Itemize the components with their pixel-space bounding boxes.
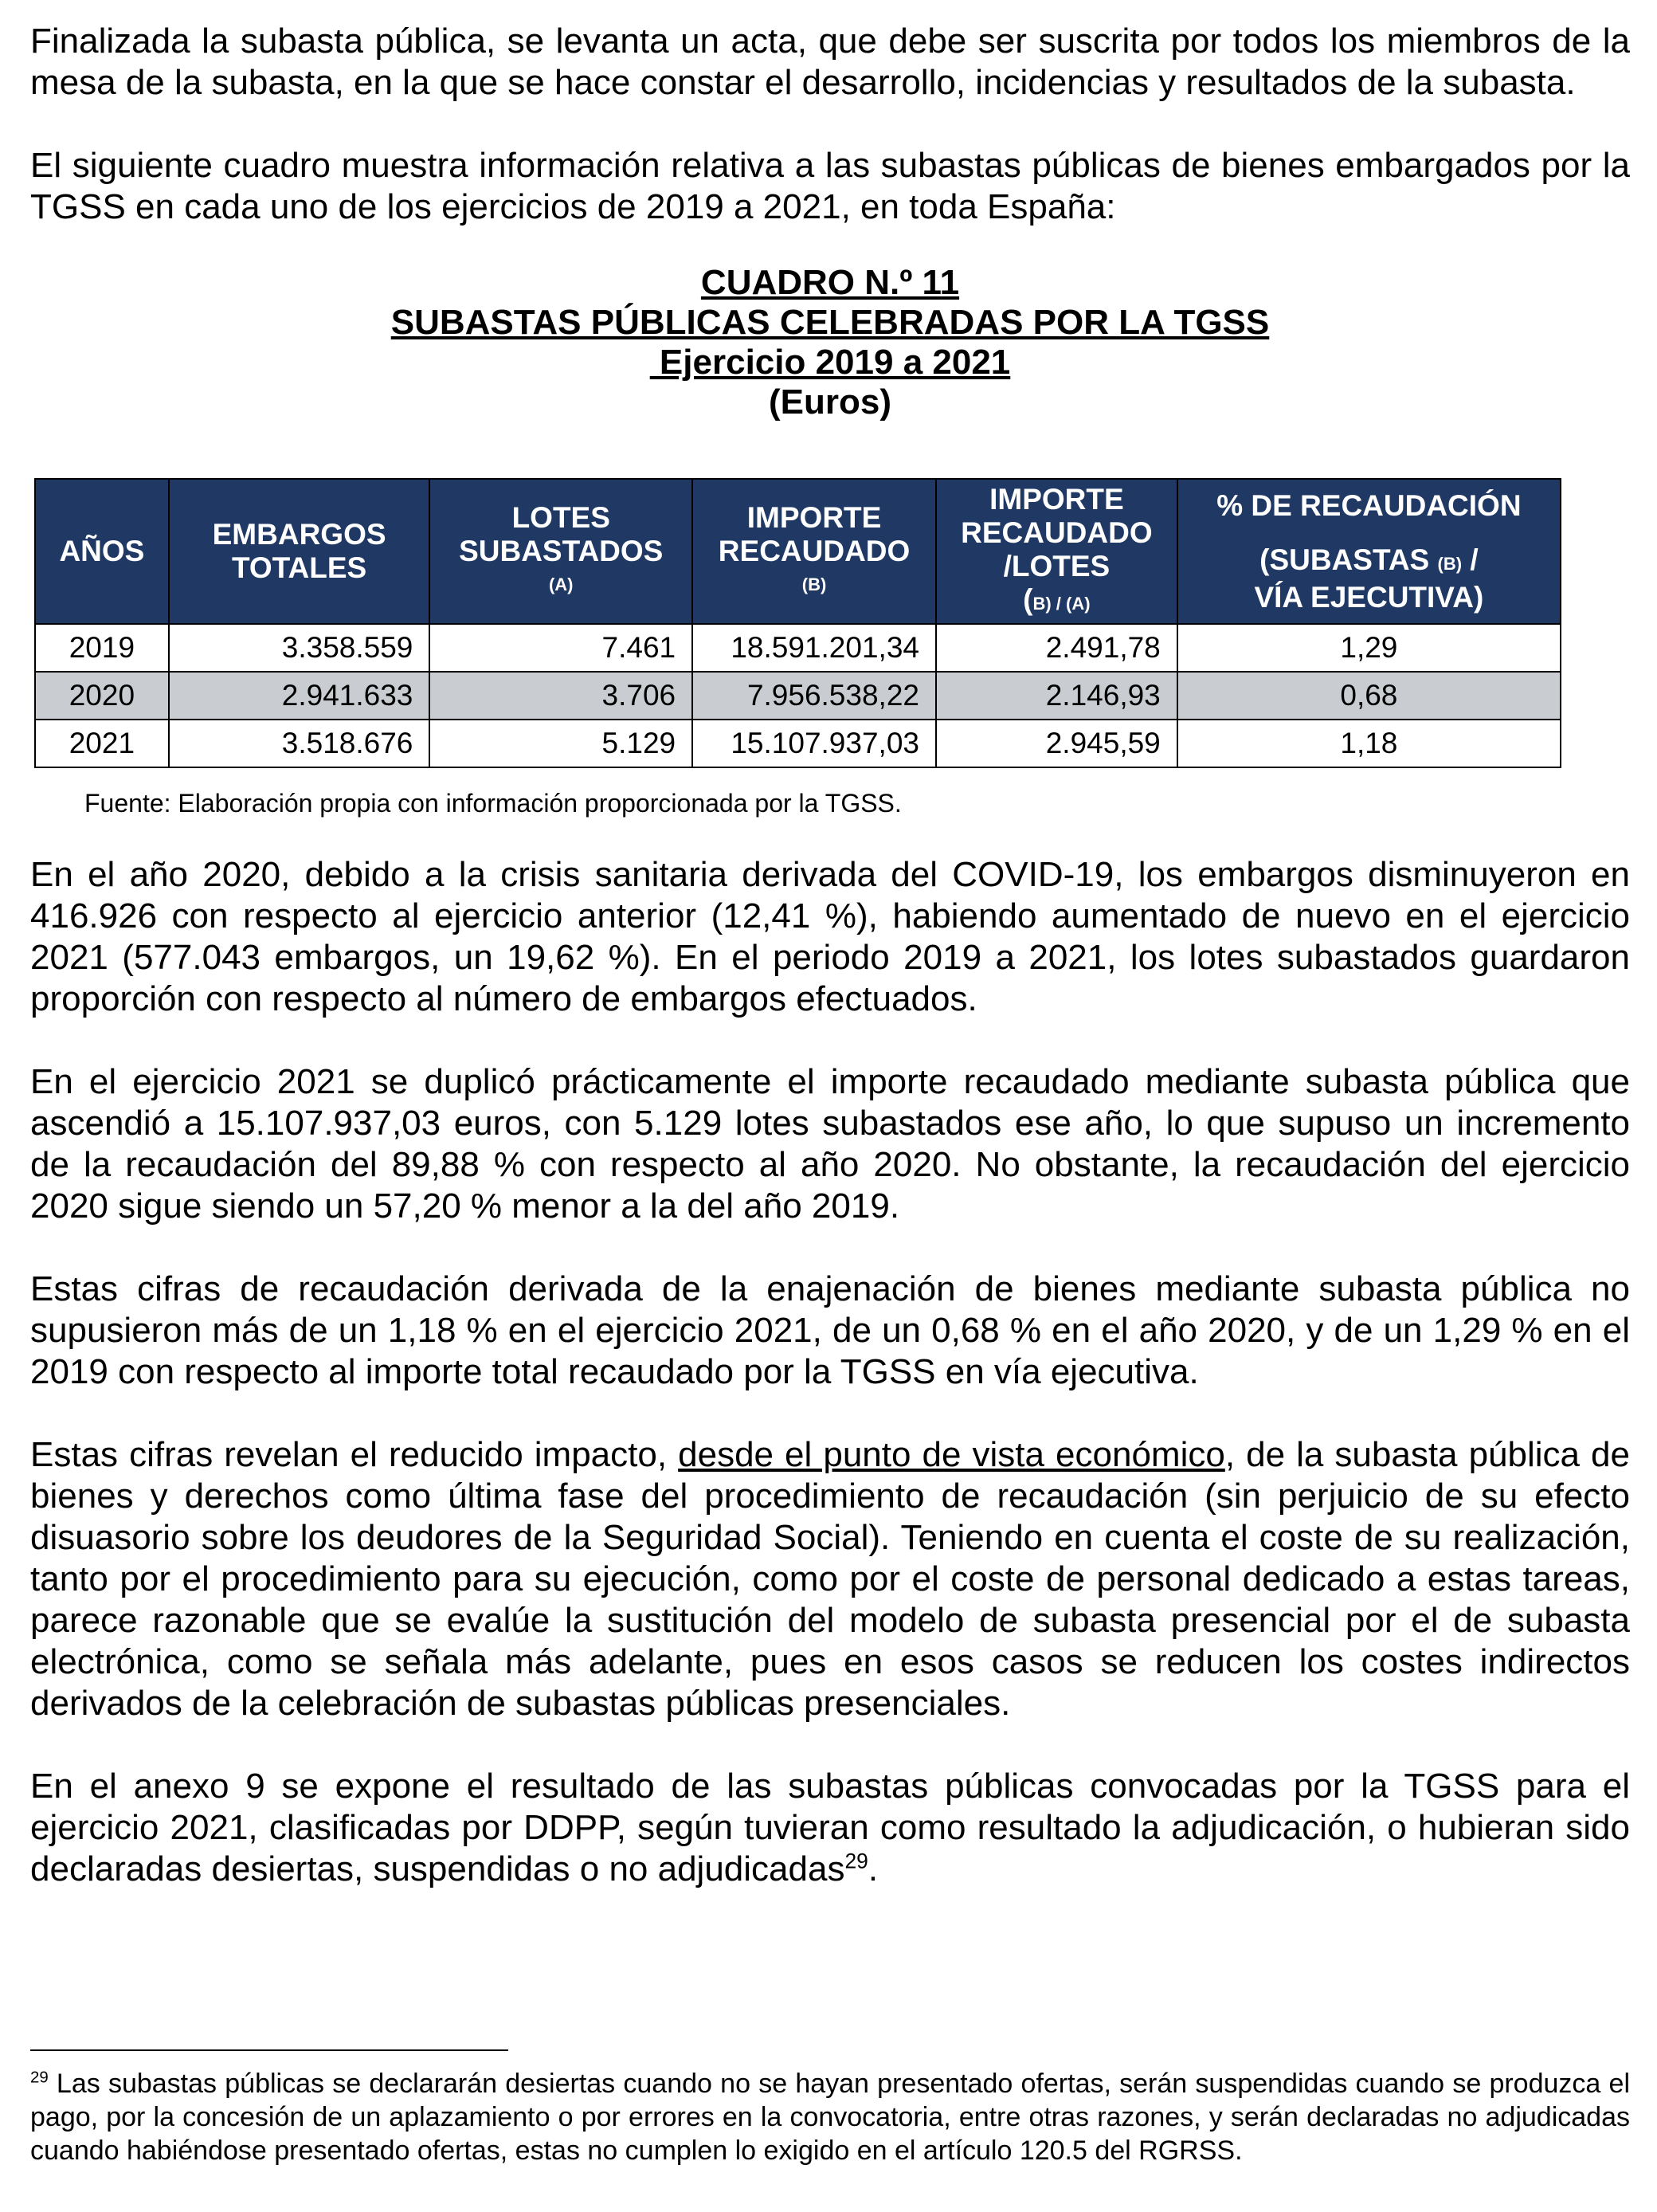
table-row — [35, 624, 1561, 672]
header-pct: % DE RECAUDACIÓN (SUBASTAS (B) / VÍA EJECUTIVA) — [1177, 479, 1561, 624]
header-embargos: EMBARGOS TOTALES — [169, 479, 430, 624]
cell-ratio: 2.945,59 — [936, 720, 1177, 767]
paragraph-2021-recaudacion: En el ejercicio 2021 se duplicó prácticamente el importe recaudado mediante subasta pública que ascendió a 15.107.937,03 euros, con 5.129 lotes subastados ese año, lo que supuso un incremento de la recaudación del 89,88 % con respecto al año 2020. No obstante, la recaudación del ejercicio 2020 sigue siendo un 57,20 % menor a la del año 2019. — [30, 1062, 1630, 1226]
cell-pct: 0,68 — [1177, 672, 1561, 720]
paragraph-impacto: Estas cifras revelan el reducido impacto, desde el punto de vista económico, de la subasta pública de bienes y derechos como última fase del procedimiento de recaudación (sin perjuicio de su efecto disuasorio sobre los deudores de la Seguridad Social). Teniendo en cuenta el coste de su realización, tanto por el procedimiento para su ejecución, como por el coste de personal dedicado a estas tareas, parece razonable que se evalúe la sustitución del modelo de subasta presencial por el de subasta electrónica, como se señala más adelante, pues en esos casos se reducen los costes indirectos derivados de la celebración de subastas públicas presenciales. — [30, 1435, 1630, 1723]
table-number: CUADRO N.º 11 — [700, 263, 960, 302]
footnote-separator — [30, 2049, 508, 2051]
header-importe-lotes: IMPORTE RECAUDADO /LOTES (B) / (A) — [936, 479, 1177, 624]
cell-ratio: 2.491,78 — [936, 624, 1177, 672]
cell-embargos: 3.518.676 — [169, 720, 430, 767]
cell-importe: 7.956.538,22 — [692, 672, 936, 720]
cell-year: 2021 — [35, 720, 169, 767]
paragraph-cifras-recaudacion: Estas cifras de recaudación derivada de la enajenación de bienes mediante subasta pública no supusieron más de un 1,18 % en el ejercicio 2021, de un 0,68 % en el año 2020, y de un 1,29 % en el 2019 con respecto al importe total recaudado por la TGSS en vía ejecutiva. — [30, 1269, 1630, 1391]
cell-embargos: 3.358.559 — [169, 624, 430, 672]
cell-embargos: 2.941.633 — [169, 672, 430, 720]
footnote-reference[interactable]: 29 — [844, 1849, 868, 1873]
cell-ratio: 2.146,93 — [936, 672, 1177, 720]
table-row — [35, 720, 1561, 767]
body-after-table — [30, 854, 1630, 1932]
paragraph-anexo-9: En el anexo 9 se expone el resultado de las subastas públicas convocadas por la TGSS para el ejercicio 2021, clasificadas por DDPP, según tuvieran como resultado la adjudicación, o hubieran sido declaradas desiertas, suspendidas o no adjudicadas$^{29}$. — [30, 1767, 1630, 1888]
table-units: (Euros) — [769, 382, 891, 422]
cell-pct: 1,18 — [1177, 720, 1561, 767]
cell-year: 2019 — [35, 624, 169, 672]
cell-importe: 15.107.937,03 — [692, 720, 936, 767]
table-heading: SUBASTAS PÚBLICAS CELEBRADAS POR LA TGSS — [390, 303, 1270, 342]
footnote-29: $^{29}$ Las subastas públicas se declararán desiertas cuando no se hayan presentado ofertas, serán suspendidas cuando se produzca el pago, por la concesión de un aplazamiento o por errores en la convocatoria, entre otras razones, y serán declaradas no adjudicadas cuando habiéndose presentado ofertas, estas no cumplen lo exigido en el artículo 120.5 del RGRSS. — [30, 2069, 1630, 2166]
cell-lotes: 7.461 — [429, 624, 692, 672]
paragraph-intro-table: El siguiente cuadro muestra información relativa a las subastas públicas de bienes embargados por la TGSS en cada uno de los ejercicios de 2019 a 2021, en toda España: — [30, 146, 1630, 226]
underlined-phrase: desde el punto de vista económico — [678, 1435, 1225, 1474]
cell-year: 2020 — [35, 672, 169, 720]
table-title — [30, 263, 1630, 422]
cell-lotes: 3.706 — [429, 672, 692, 720]
cell-importe: 18.591.201,34 — [692, 624, 936, 672]
table-period: Ejercicio 2019 a 2021 — [649, 343, 1011, 382]
header-lotes: LOTES SUBASTADOS (A) — [429, 479, 692, 624]
auction-table — [34, 478, 1561, 768]
cell-lotes: 5.129 — [429, 720, 692, 767]
table-source: Fuente: Elaboración propia con información proporcionada por la TGSS. — [84, 789, 902, 818]
paragraph-acta: Finalizada la subasta pública, se levanta un acta, que debe ser suscrita por todos los miembros de la mesa de la subasta, en la que se hace constar el desarrollo, incidencias y resultados de la subasta. — [30, 22, 1630, 102]
table-header-row — [35, 479, 1561, 624]
table-row — [35, 672, 1561, 720]
document-page — [30, 21, 1630, 422]
cell-pct: 1,29 — [1177, 624, 1561, 672]
header-anos: AÑOS — [35, 479, 169, 624]
paragraph-2020-embargos: En el año 2020, debido a la crisis sanitaria derivada del COVID-19, los embargos disminuyeron en 416.926 con respecto al ejercicio anterior (12,41 %), habiendo aumentado de nuevo en el ejercicio 2021 (577.043 embargos, un 19,62 %). En el periodo 2019 a 2021, los lotes subastados guardaron proporción con respecto al número de embargos efectuados. — [30, 855, 1630, 1018]
header-importe: IMPORTE RECAUDADO (B) — [692, 479, 936, 624]
